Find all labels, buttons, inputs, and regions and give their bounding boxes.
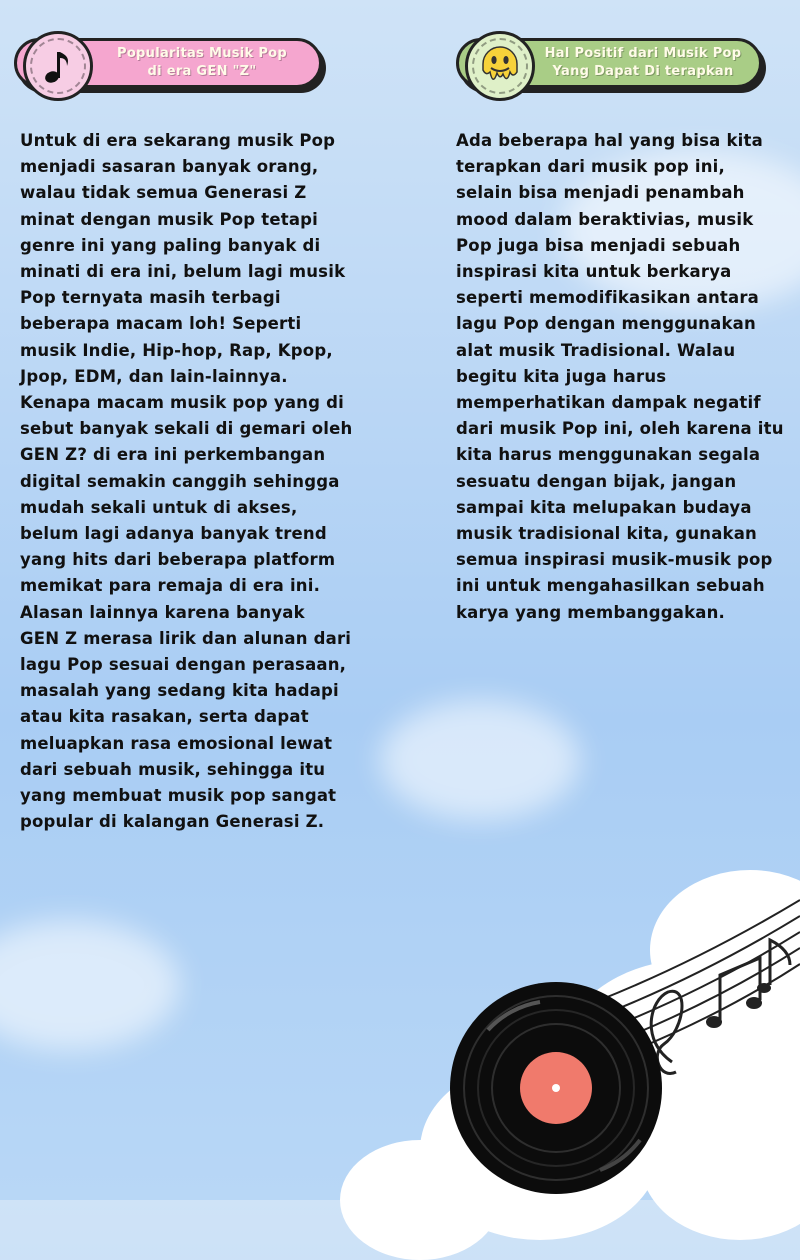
left-banner-title-line2: di era GEN "Z" bbox=[147, 64, 257, 79]
right-banner-title-line2: Yang Dapat Di terapkan bbox=[552, 64, 734, 79]
vinyl-record-icon bbox=[450, 982, 662, 1194]
right-paragraph: Ada beberapa hal yang bisa kita terapkan dari musik pop ini, selain bisa menjadi penambah mood dalam beraktivias, musik Pop juga bisa menjadi sebuah inspirasi kita untuk berkarya seperti memodifikasikan antara lagu Pop dengan menggunakan alat musik Tradisional. Walau begitu kita juga harus memperhatikan dampak negatif dari musik Pop ini, oleh karena itu kita harus menggunakan segala sesuatu dengan bijak, jangan sampai kita melupakan budaya musik tradisional kita, gunakan semua inspirasi musik-musik pop ini untuk mengahasilkan sebuah karya yang membanggakan. bbox=[456, 131, 784, 622]
right-banner-title-line1: Hal Positif dari Musik Pop bbox=[544, 46, 742, 61]
left-banner-title-line1: Popularitas Musik Pop bbox=[117, 46, 287, 61]
left-paragraph: Untuk di era sekarang musik Pop menjadi sasaran banyak orang, walau tidak semua Generasi Z minat dengan musik Pop tetapi genre ini yang paling banyak di minati di era ini, belum lagi musik Pop ternyata masih terbagi beberapa macam loh! Seperti musik Indie, Hip-hop, Rap, Kpop, Jpop, EDM, dan lain-lainnya. Kenapa macam musik pop yang di sebut banyak sekali di gemari oleh GEN Z? di era ini perkembangan digital semakin canggih sehingga mudah sekali untuk di akses, belum lagi adanya banyak trend yang hits dari beberapa platform memikat para remaja di era ini. Alasan lainnya karena banyak GEN Z merasa lirik dan alunan dari lagu Pop sesuai dengan perasaan, masalah yang sedang kita hadapi atau kita rasakan, serta dapat meluapkan rasa emosional lewat dari sebuah musik, sehingga itu yang membuat musik pop sangat popular di kalangan Generasi Z. bbox=[20, 131, 353, 832]
